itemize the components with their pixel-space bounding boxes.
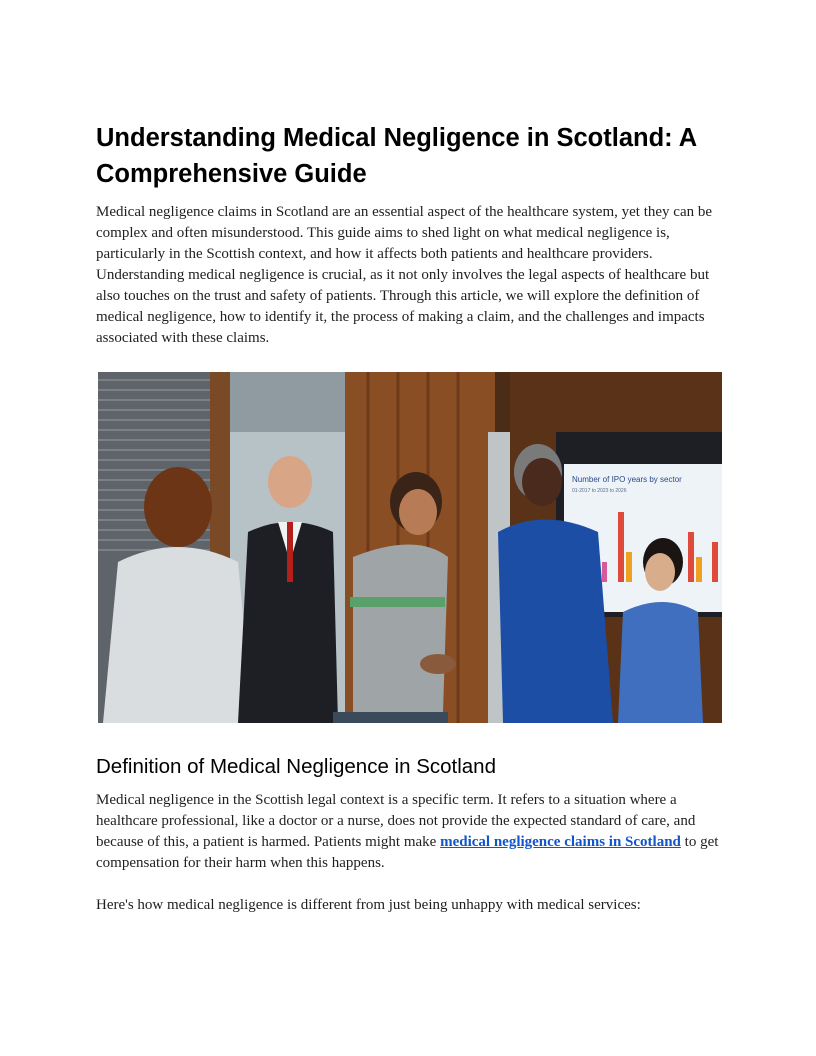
claims-link[interactable]: medical negligence claims in Scotland [440,834,681,850]
screen-subtitle: 01-2017 to 2023 to 2026 [572,488,627,494]
article-header [96,120,722,349]
section-heading: Definition of Medical Negligence in Scotland [96,755,496,778]
definition-paragraph [96,790,722,874]
article-photo [98,372,722,723]
section-body [96,790,722,916]
photo-illustration [98,372,722,723]
definition-text-before: Medical negligence in the Scottish legal context is a specific term. It refers to a situation where a healthcare professional, like a doctor or a nurse, does not provide the expected standard of care, and because of this, a patient is harmed. Patients might make [96,792,696,850]
article-title: Understanding Medical Negligence in Scotland: A Comprehensive Guide [96,124,697,188]
difference-paragraph: Here's how medical negligence is different from just being unhappy with medical services: [96,897,641,913]
definition-text-after: to get compensation for their harm when this happens. [96,834,719,871]
screen-title: Number of IPO years by sector [572,475,682,484]
intro-paragraph: Medical negligence claims in Scotland are an essential aspect of the healthcare system, yet they can be complex and often misunderstood. This guide aims to shed light on what medical negligence is, particularly in the Scottish context, and how it affects both patients and healthcare providers. Understanding medical negligence is crucial, as it not only involves the legal aspects of healthcare but also touches on the trust and safety of patients. Through this article, we will explore the definition of medical negligence, how to identify it, the process of making a claim, and the challenges and impacts associated with these claims. [96,204,713,346]
